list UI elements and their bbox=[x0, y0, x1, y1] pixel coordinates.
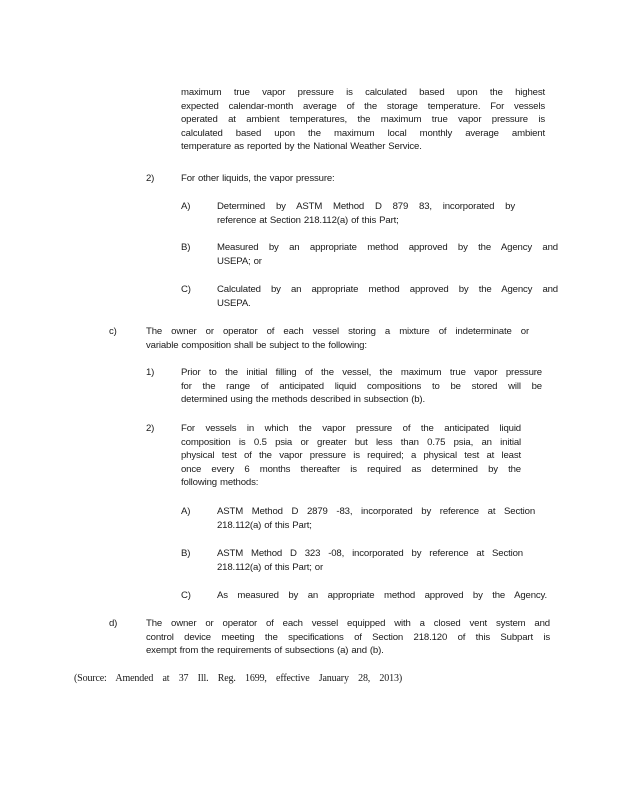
item-marker: 2) bbox=[146, 423, 155, 434]
item-marker: B) bbox=[181, 548, 191, 559]
text-line: ASTM Method D 323 -08, incorporated by reference at Section bbox=[217, 548, 523, 559]
item-c2-b bbox=[217, 547, 523, 574]
item-marker: A) bbox=[181, 201, 191, 212]
source-text: (Source: Amended at 37 Ill. Reg. 1699, effective January 28, 2013) bbox=[74, 673, 402, 684]
subsection-marker: 2) bbox=[146, 173, 155, 184]
text-line: USEPA; or bbox=[217, 255, 262, 267]
subsection-marker: c) bbox=[109, 326, 117, 337]
text-line: control device meeting the specifications of Section 218.120 of this Subpart is bbox=[146, 631, 550, 643]
text-line: maximum true vapor pressure is calculated based upon the highest bbox=[181, 87, 545, 98]
text-line: once every 6 months thereafter is required as determined by the bbox=[181, 463, 521, 475]
intro-paragraph bbox=[181, 86, 545, 154]
text-line: physical test of the vapor pressure is required; a physical test at least bbox=[181, 450, 521, 461]
item-marker: 1) bbox=[146, 367, 155, 378]
item-marker: B) bbox=[181, 242, 191, 253]
text-line: The owner or operator of each vessel equipped with a closed vent system and bbox=[146, 618, 550, 629]
text-line: The owner or operator of each vessel storing a mixture of indeterminate or bbox=[146, 326, 529, 337]
text-line: composition is 0.5 psia or greater but less than 0.75 psia, an initial bbox=[181, 436, 521, 448]
subsection-d-text bbox=[146, 617, 550, 658]
text-line: exempt from the requirements of subsections (a) and (b). bbox=[146, 645, 384, 656]
text-line: following methods: bbox=[181, 477, 259, 488]
text-line: determined using the methods described in subsection (b). bbox=[181, 394, 425, 405]
text-line: calculated based upon the maximum local monthly average ambient bbox=[181, 127, 545, 139]
text-line: For vessels in which the vapor pressure of the anticipated liquid bbox=[181, 423, 521, 434]
text-line: for the range of anticipated liquid compositions to be stored will be bbox=[181, 380, 542, 392]
item-b2-a bbox=[217, 200, 515, 227]
text-line: Determined by ASTM Method D 879 83, incorporated by bbox=[217, 201, 515, 212]
text-line: 218.112(a) of this Part; bbox=[217, 519, 312, 531]
text-line: Calculated by an appropriate method approved by the Agency and bbox=[217, 284, 558, 295]
subsection-b2-text bbox=[181, 172, 481, 186]
text-line: Prior to the initial filling of the vessel, the maximum true vapor pressure bbox=[181, 367, 542, 378]
subsection-marker: d) bbox=[109, 618, 118, 629]
item-c2-a bbox=[217, 505, 535, 532]
text-line: USEPA. bbox=[217, 297, 251, 309]
item-c2-c bbox=[217, 589, 547, 603]
item-marker: A) bbox=[181, 506, 191, 517]
text-line: operated at ambient temperatures, the maximum true vapor pressure is bbox=[181, 114, 545, 125]
text-line: variable composition shall be subject to the following: bbox=[146, 339, 367, 351]
text-line: Measured by an appropriate method approved by the Agency and bbox=[217, 242, 558, 253]
item-b2-b bbox=[217, 241, 558, 268]
subsection-c-text bbox=[146, 325, 529, 352]
text-line: temperature as reported by the National Weather Service. bbox=[181, 141, 422, 152]
item-marker: C) bbox=[181, 590, 191, 601]
item-marker: C) bbox=[181, 284, 191, 295]
paragraph-c2 bbox=[181, 422, 521, 490]
text-line: For other liquids, the vapor pressure: bbox=[181, 173, 335, 184]
source-note bbox=[74, 672, 402, 686]
text-line: expected calendar-month average of the storage temperature. For vessels bbox=[181, 100, 545, 112]
text-line: ASTM Method D 2879 -83, incorporated by reference at Section bbox=[217, 506, 535, 517]
text-line: As measured by an appropriate method approved by the Agency. bbox=[217, 590, 547, 601]
paragraph-c1 bbox=[181, 366, 542, 407]
item-b2-c bbox=[217, 283, 558, 310]
text-line: 218.112(a) of this Part; or bbox=[217, 561, 324, 573]
text-line: reference at Section 218.112(a) of this Part; bbox=[217, 214, 399, 226]
